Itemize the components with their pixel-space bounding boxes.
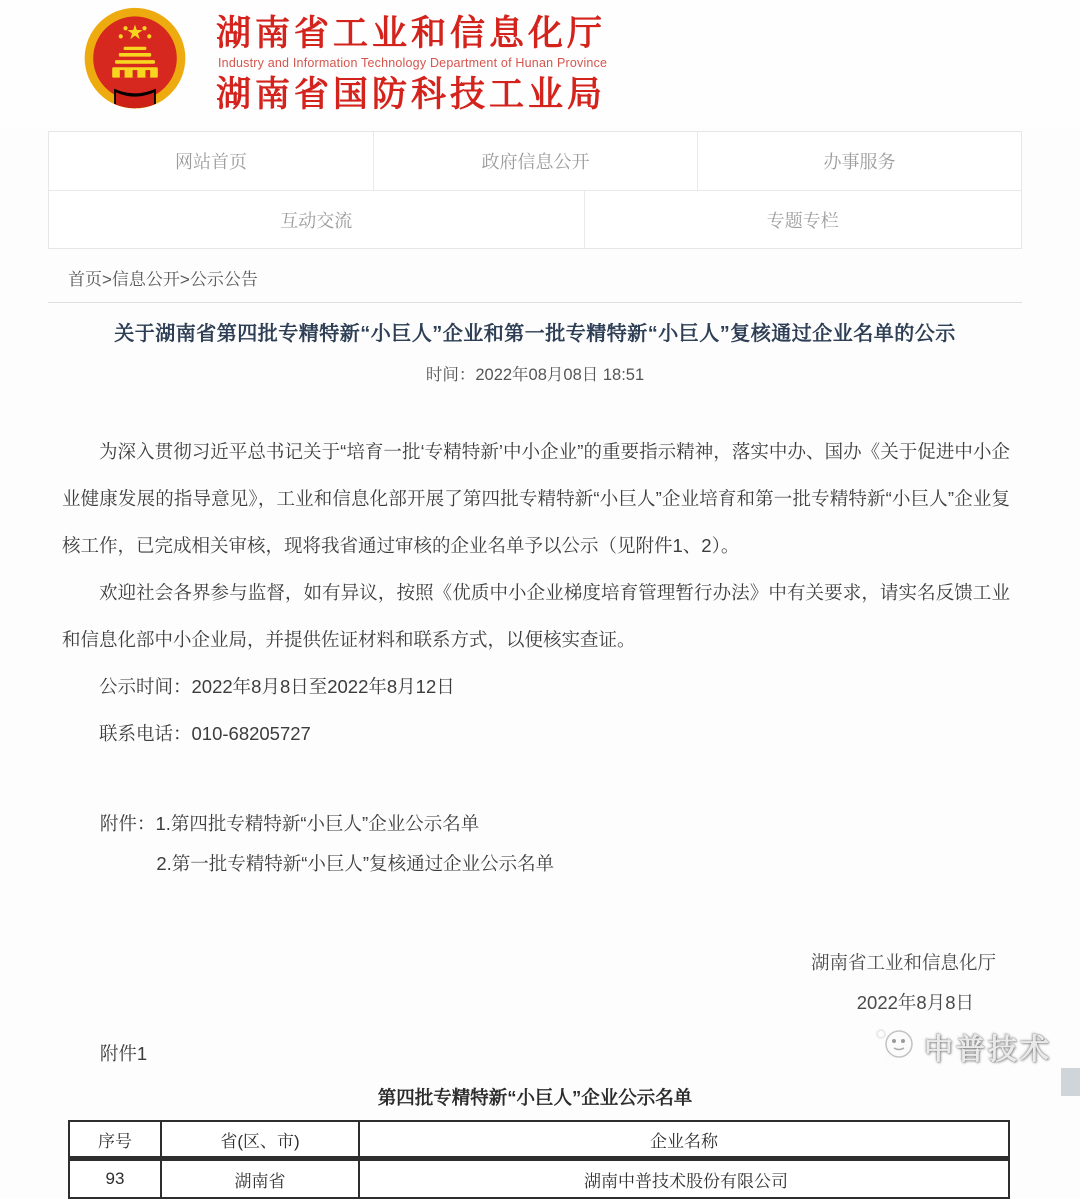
cell-company: 湖南中普技术股份有限公司 — [358, 1159, 1008, 1197]
attachment-link-1[interactable]: 1.第四批专精特新“小巨人”企业公示名单 — [155, 813, 480, 834]
attachments-label: 附件： — [99, 813, 156, 834]
header-province: 省(区、市) — [160, 1122, 358, 1159]
org-name-english: Industry and Information Technology Department of Hunan Province — [218, 56, 608, 71]
paragraph-2: 欢迎社会各界参与监督，如有异议，按照《优质中小企业梯度培育管理暂行办法》中有关要求，请实名反馈工业和信息化部中小企业局，并提供佐证材料和联系方式，以便核实查证。 — [62, 582, 1010, 650]
org-name-secondary: 湖南省国防科技工业局 — [216, 74, 607, 114]
nav-row-1 — [49, 132, 1021, 190]
company-table-wrap — [68, 1120, 1022, 1199]
cell-seq: 93 — [70, 1159, 160, 1197]
nav-item-interaction[interactable]: 互动交流 — [280, 210, 353, 231]
attachments-list — [62, 804, 1010, 884]
nav-item-special-topics[interactable]: 专题专栏 — [584, 191, 1021, 248]
scrollbar-corner — [1061, 1068, 1080, 1096]
table-row — [70, 1159, 1008, 1197]
table-title: 第四批专精特新“小巨人”企业公示名单 — [377, 1087, 693, 1108]
org-titles — [216, 16, 607, 112]
attachment-link-2[interactable]: 2.第一批专精特新“小巨人”复核通过企业公示名单 — [156, 853, 555, 874]
company-table — [68, 1120, 1010, 1199]
signature-date: 2022年8月8日 — [856, 992, 974, 1013]
signature-block — [62, 948, 1010, 1018]
cell-province: 湖南省 — [160, 1159, 358, 1197]
national-emblem-icon — [78, 4, 192, 120]
publicity-period: 公示时间：2022年8月8日至2022年8月12日 — [99, 676, 455, 697]
table-header-row — [70, 1122, 1008, 1159]
nav-item-gov-info[interactable]: 政府信息公开 — [373, 132, 697, 190]
attachment-line-1 — [62, 804, 1010, 844]
article-time: 时间：2022年08月08日 18:51 — [425, 366, 645, 384]
signature-organization: 湖南省工业和信息化厅 — [810, 952, 996, 973]
contact-phone: 联系电话：010-68205727 — [99, 723, 311, 744]
header-company: 企业名称 — [358, 1122, 1008, 1159]
main-navigation — [48, 131, 1022, 249]
breadcrumb[interactable]: 首页>信息公开>公示公告 — [48, 249, 1022, 303]
org-name-primary: 湖南省工业和信息化厅 — [216, 14, 607, 54]
site-header — [0, 0, 1080, 128]
paragraph-1: 为深入贯彻习近平总书记关于“培育一批‘专精特新’中小企业”的重要指示精神，落实中办、国办《关于促进中小企业健康发展的指导意见》，工业和信息化部开展了第四批专精特新“小巨人”企业培育和第一批专精特新“小巨人”企业复核工作，已完成相关审核，现将我省通过审核的企业名单予以公示（见附件1、2）。 — [62, 441, 1010, 556]
article — [0, 317, 1080, 1110]
attachment-1-label: 附件1 — [99, 1043, 148, 1064]
nav-item-services[interactable]: 办事服务 — [697, 132, 1021, 190]
article-body — [48, 428, 1022, 1066]
watermark-text: 中普技术 — [923, 1033, 1052, 1066]
header-seq: 序号 — [70, 1122, 160, 1159]
article-title: 关于湖南省第四批专精特新“小巨人”企业和第一批专精特新“小巨人”复核通过企业名单的公示 — [114, 323, 956, 345]
nav-item-home[interactable]: 网站首页 — [175, 152, 247, 172]
nav-row-2 — [49, 190, 1021, 248]
